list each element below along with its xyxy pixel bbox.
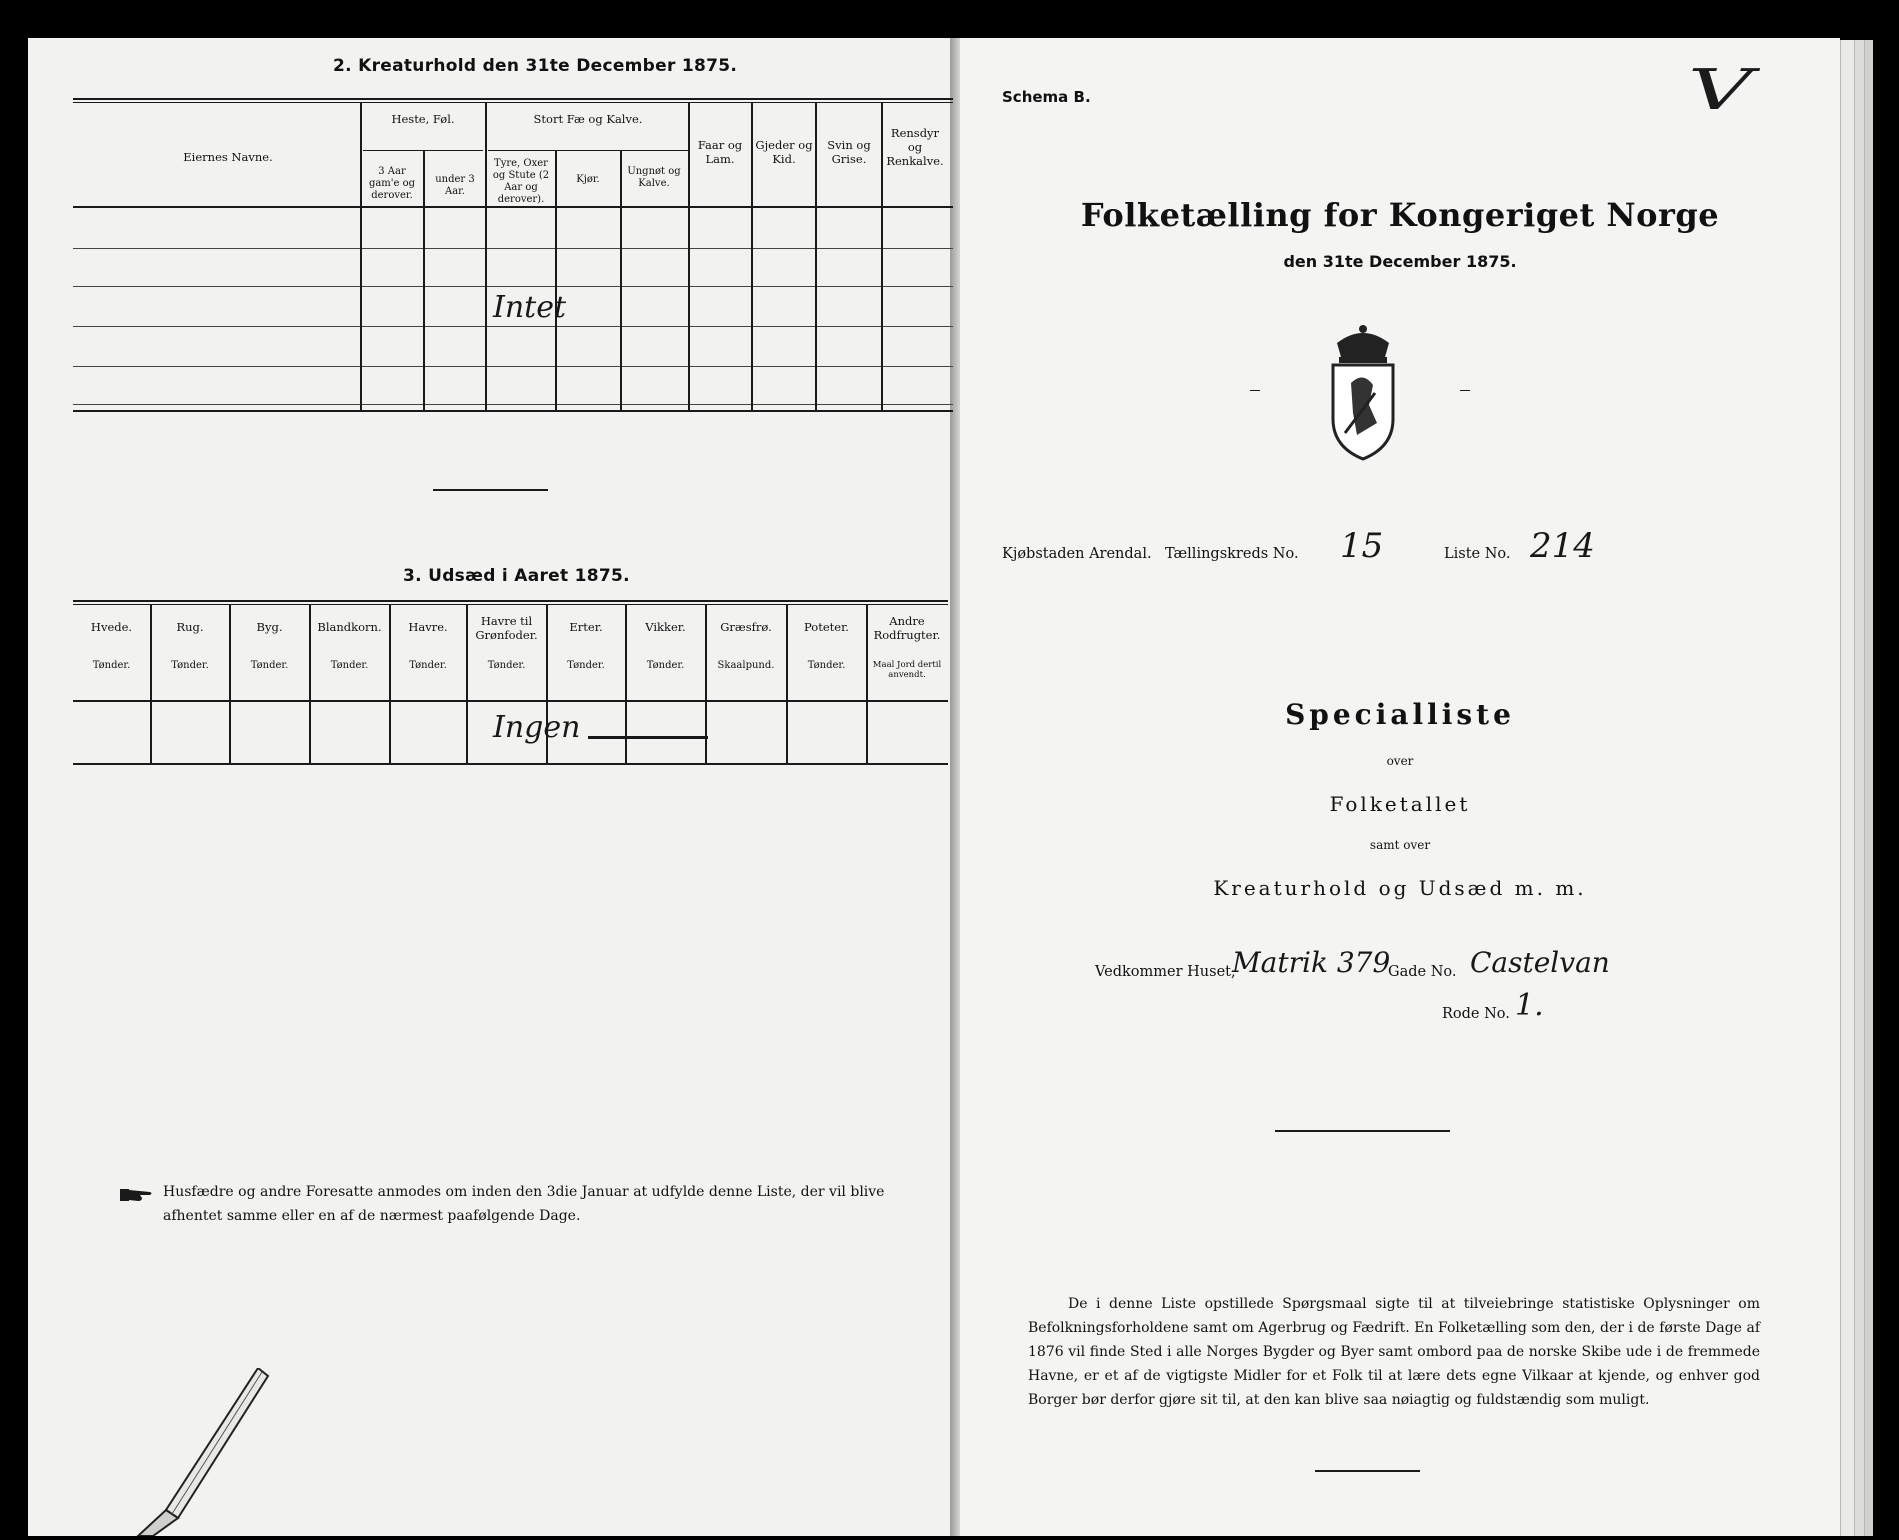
horses-young-header: under 3 Aar. bbox=[435, 174, 475, 197]
notice-line1: Husfædre og andre Foresatte anmodes om inden den 3die Januar at udfylde denne Liste, der vil blive bbox=[163, 1184, 885, 1200]
sowing-unit: Skaalpund. bbox=[717, 660, 775, 671]
town-label: Kjøbstaden Arendal. bbox=[1002, 546, 1152, 562]
sowing-header: Erter. bbox=[569, 620, 603, 634]
pen-illustration bbox=[108, 1368, 308, 1536]
pigs-header: Svin og Grise. bbox=[827, 138, 871, 166]
street-value: Castelvan bbox=[1470, 946, 1610, 979]
sowing-unit: Maal Jord dertil anvendt. bbox=[872, 660, 942, 680]
left-page bbox=[28, 38, 950, 1536]
census-title: Folketælling for Kongeriget Norge bbox=[1080, 196, 1720, 234]
sowing-header: Vikker. bbox=[645, 620, 686, 634]
sowing-header-row bbox=[73, 612, 948, 698]
sowing-header: Byg. bbox=[256, 620, 283, 634]
sowing-header: Havre til Grønfoder. bbox=[475, 614, 538, 642]
handwritten-ingen: Ingen bbox=[493, 710, 581, 745]
page-edge bbox=[1840, 40, 1855, 1536]
sowing-header: Poteter. bbox=[804, 620, 849, 634]
sowing-unit: Tønder. bbox=[92, 660, 131, 671]
district-label: Tællingskreds No. bbox=[1165, 546, 1299, 562]
sowing-unit: Tønder. bbox=[409, 660, 447, 671]
reindeer-header: Rensdyr og Renkalve. bbox=[886, 126, 944, 168]
census-date: den 31te December 1875. bbox=[1283, 252, 1517, 271]
sowing-unit: Tønder. bbox=[567, 660, 605, 671]
over-text: over bbox=[1386, 754, 1414, 768]
street-label: Gade No. bbox=[1388, 964, 1457, 980]
handwritten-intet: Intet bbox=[493, 290, 567, 325]
cattle-cows-header: Kjør. bbox=[576, 174, 600, 185]
sowing-header: Rug. bbox=[176, 620, 204, 634]
horses-header: Heste, Føl. bbox=[391, 112, 455, 126]
info-paragraph: De i denne Liste opstillede Spørgsmaal sigte til at tilveiebringe statistiske Oplysninger om Befolkningsforholdene samt om Agerbrug og Fædrift. En Folketælling som den, der i de første Dage af 1876 vil finde Sted i alle Norges Bygder og Byer samt ombord paa de norske Skibe ude i de fremmede Havne, er et af de vigtigste Midler for et Folk til at lære dets egne Vilkaar at kjende, og enhver god Borger bør derfor gjøre sit til, at den kan blive saa nøiagtig og fuldstændig som muligt. bbox=[1028, 1296, 1760, 1408]
coat-of-arms-icon bbox=[1323, 323, 1403, 463]
sowing-unit: Tønder. bbox=[646, 660, 685, 671]
sowing-unit: Tønder. bbox=[171, 660, 209, 671]
sowing-header: Havre. bbox=[408, 620, 448, 634]
goats-header: Gjeder og Kid. bbox=[755, 138, 813, 166]
cattle-young-header: Ungnøt og Kalve. bbox=[627, 166, 681, 189]
sowing-unit: Tønder. bbox=[330, 660, 369, 671]
kreatur-text: Kreaturhold og Udsæd m. m. bbox=[1213, 876, 1587, 900]
horses-old-header: 3 Aar gam'e og derover. bbox=[368, 166, 416, 201]
sowing-unit: Tønder. bbox=[807, 660, 846, 671]
notice-line2: afhentet samme eller en af de nærmest paafølgende Dage. bbox=[163, 1208, 581, 1224]
samt-over-text: samt over bbox=[1369, 838, 1431, 852]
sowing-header: Hvede. bbox=[90, 620, 133, 634]
check-mark: V bbox=[1687, 58, 1753, 123]
sowing-header: Andre Rodfrugter. bbox=[873, 614, 941, 642]
cattle-bulls-header: Tyre, Oxer og Stute (2 Aar og derover). bbox=[492, 158, 550, 205]
rode-label: Rode No. bbox=[1442, 1006, 1510, 1022]
sowing-header: Blandkorn. bbox=[317, 620, 382, 634]
folketallet-text: Folketallet bbox=[1329, 792, 1471, 816]
rode-value: 1. bbox=[1515, 988, 1544, 1023]
district-value: 15 bbox=[1340, 526, 1384, 566]
sheep-header: Faar og Lam. bbox=[697, 138, 743, 166]
sowing-unit: Tønder. bbox=[250, 660, 289, 671]
cattle-header: Stort Fæ og Kalve. bbox=[533, 112, 643, 126]
book-gutter bbox=[950, 38, 960, 1536]
special-title: Specialliste bbox=[1285, 698, 1515, 731]
house-label: Vedkommer Huset, bbox=[1095, 964, 1236, 980]
sowing-unit: Tønder. bbox=[487, 660, 526, 671]
page-edge bbox=[1864, 40, 1873, 1536]
schema-label: Schema B. bbox=[1002, 88, 1091, 106]
section2-title: 2. Kreaturhold den 31te December 1875. bbox=[333, 56, 738, 76]
right-page bbox=[960, 38, 1840, 1536]
list-value: 214 bbox=[1530, 526, 1595, 566]
section3-title: 3. Udsæd i Aaret 1875. bbox=[403, 566, 630, 586]
owner-header: Eiernes Navne. bbox=[183, 150, 273, 164]
pointing-hand-icon bbox=[120, 1186, 154, 1204]
sowing-header: Græsfrø. bbox=[720, 620, 772, 634]
list-label: Liste No. bbox=[1444, 546, 1511, 562]
house-value: Matrik 379 bbox=[1232, 946, 1391, 979]
